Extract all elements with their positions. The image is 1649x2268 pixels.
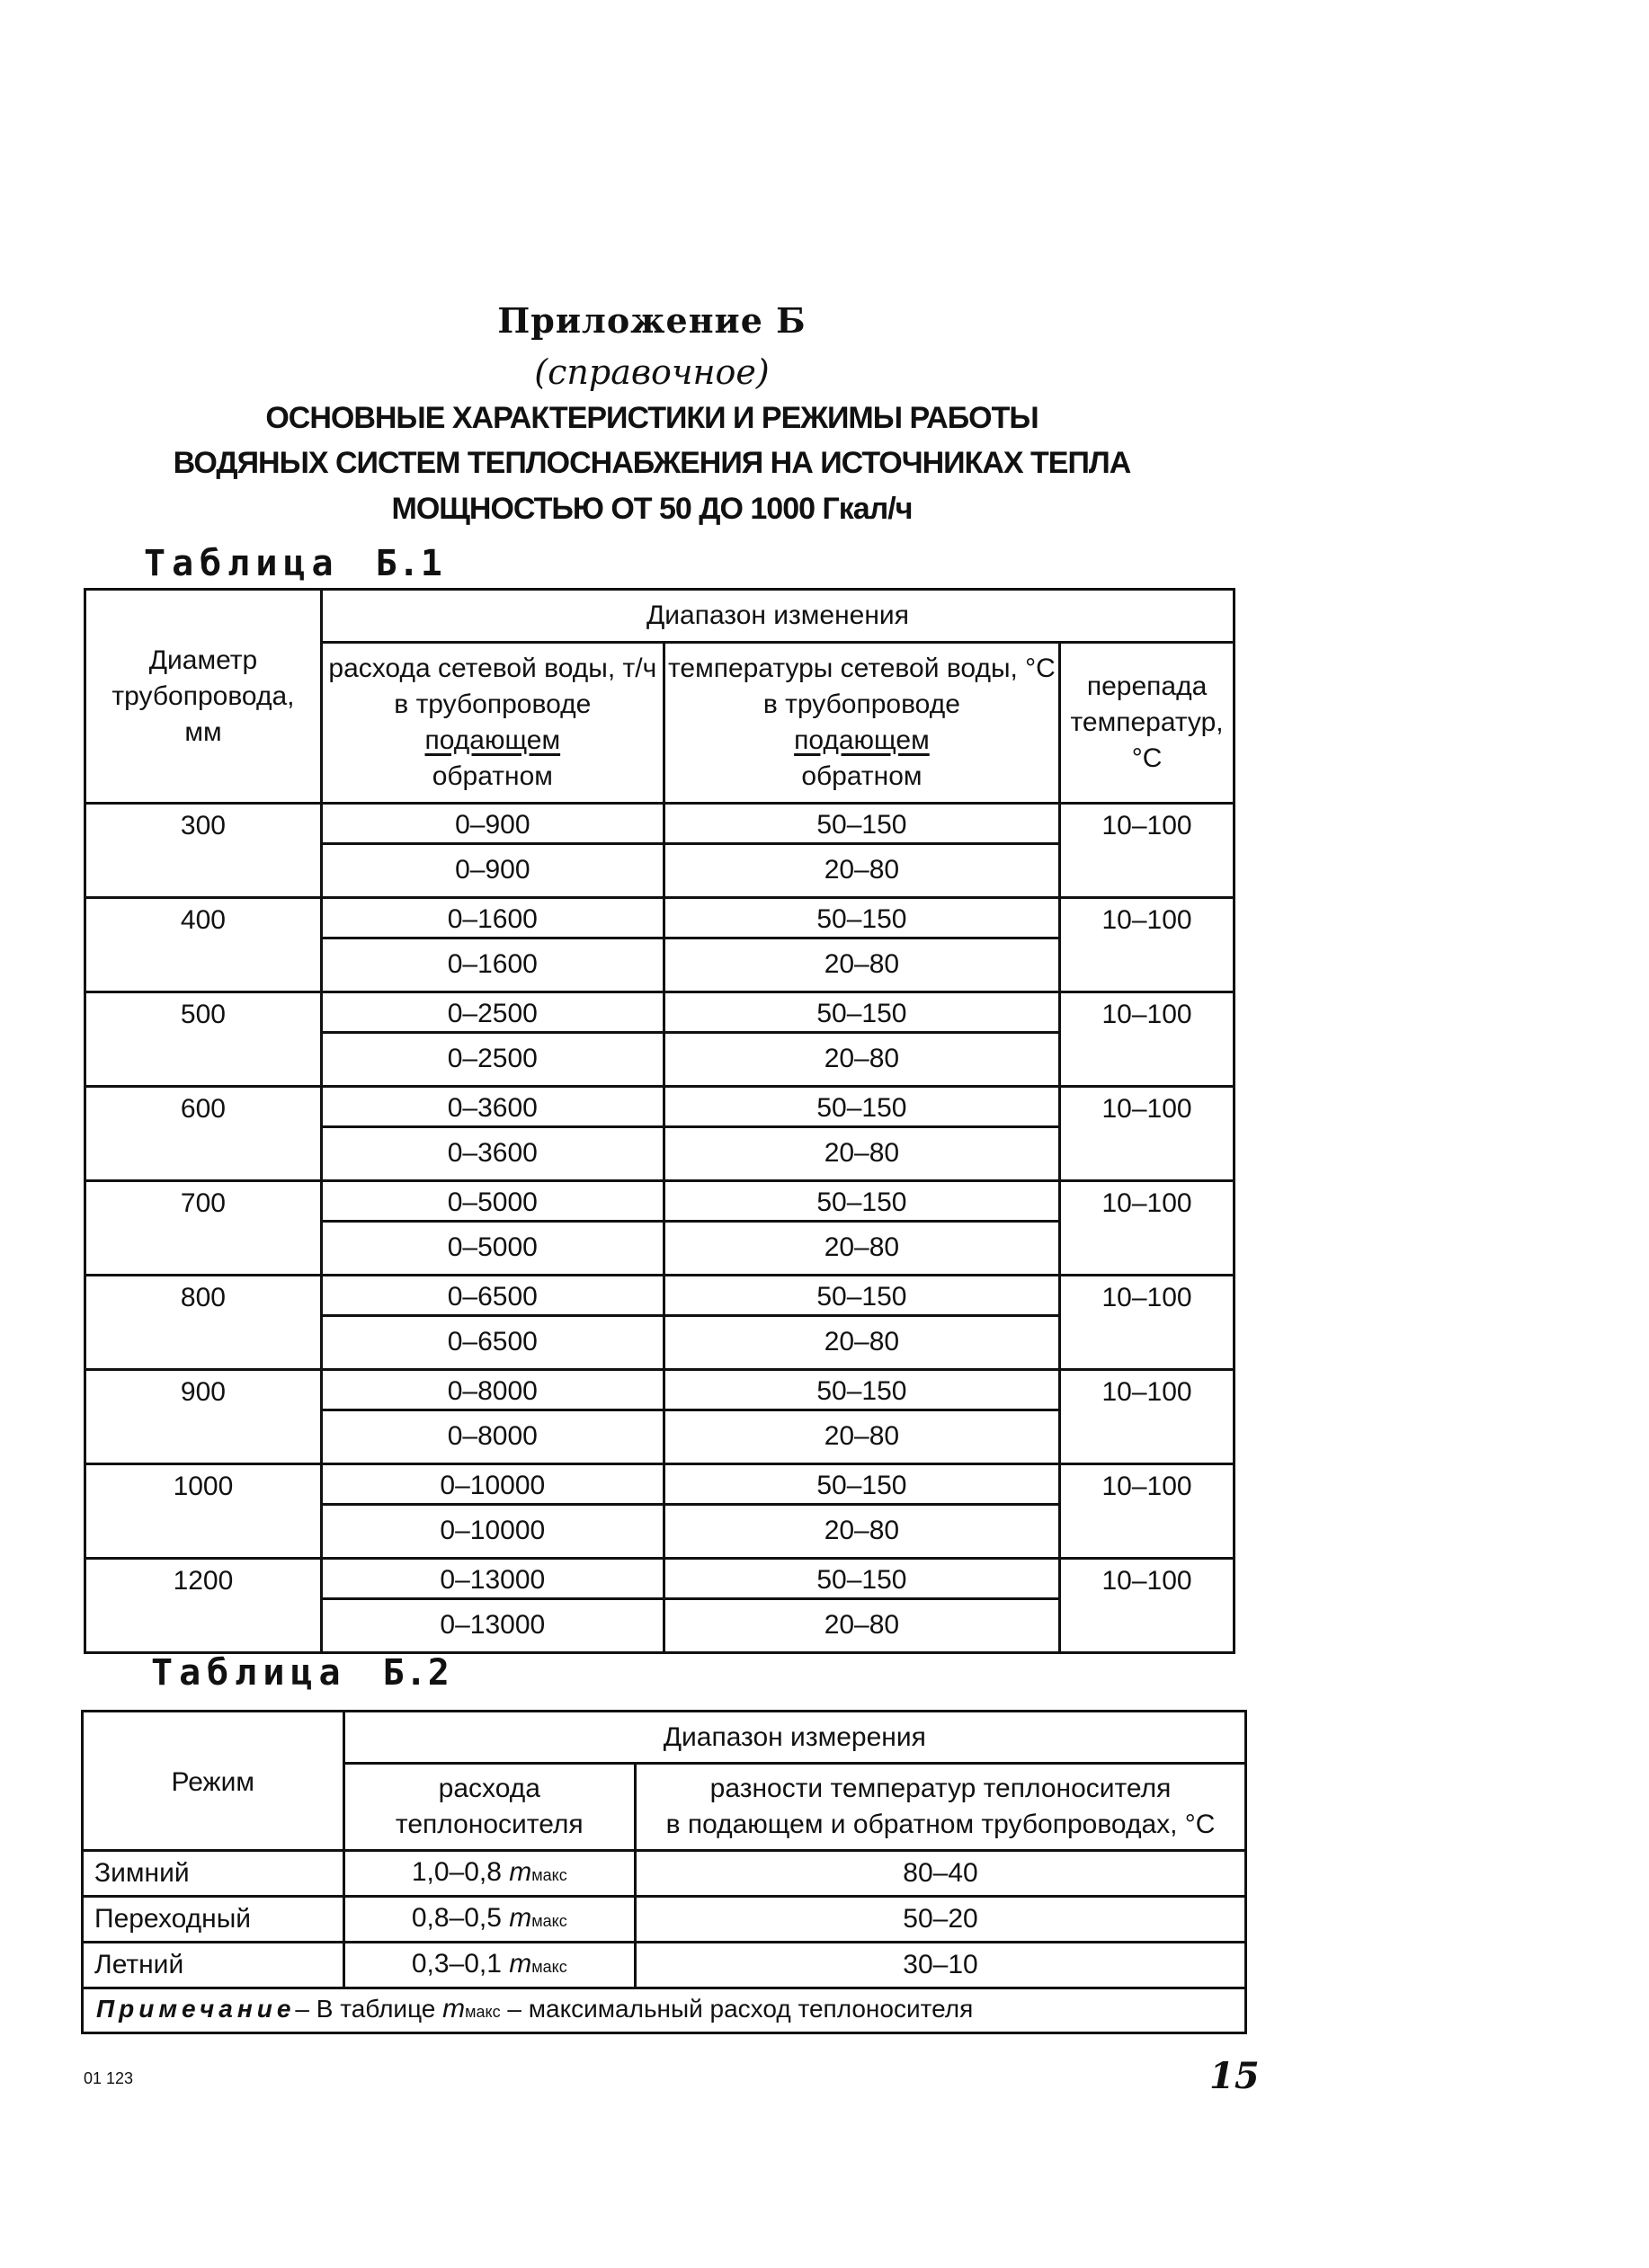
table-b1	[84, 588, 1235, 1654]
temperature-cell: 50–150 20–80	[664, 1087, 1059, 1181]
flow-cell: 0,3–0,1 mмакс	[343, 1943, 635, 1988]
diameter-cell: 700	[85, 1181, 322, 1276]
diameter-cell: 1200	[85, 1559, 322, 1653]
table-note: Примечание– В таблице mмакс – максимальный расход теплоносителя	[83, 1988, 1246, 2033]
table2-caption-number: Б.2	[382, 1652, 450, 1694]
table-row	[85, 1181, 1235, 1276]
col-header-diameter: Диаметр трубопровода, мм	[85, 590, 322, 804]
flow-cell: 0–5000 0–5000	[321, 1181, 664, 1276]
drop-cell: 10–100	[1060, 992, 1235, 1087]
flow-cell: 1,0–0,8 mмакс	[343, 1851, 635, 1897]
temperature-cell: 50–150 20–80	[664, 1276, 1059, 1370]
note-label: Примечание	[96, 1995, 296, 2023]
page-number: 15	[1209, 2055, 1260, 2097]
appendix-title: Приложение Б	[497, 300, 807, 341]
mode-cell: Зимний	[83, 1851, 344, 1897]
table2-caption-word: Таблица	[151, 1652, 347, 1694]
temperature-cell: 50–150 20–80	[664, 1370, 1059, 1464]
drop-cell: 10–100	[1060, 1370, 1235, 1464]
diameter-cell: 800	[85, 1276, 322, 1370]
diff-cell: 30–10	[636, 1943, 1246, 1988]
table-row	[85, 1370, 1235, 1464]
table-row	[85, 1559, 1235, 1653]
diameter-cell: 300	[85, 804, 322, 898]
col-header-mode: Режим	[83, 1712, 344, 1851]
diameter-cell: 600	[85, 1087, 322, 1181]
drop-cell: 10–100	[1060, 1559, 1235, 1653]
col-header-temp-difference: разности температур теплоносителя в подающем и обратном трубопроводах, °С	[636, 1764, 1246, 1851]
temperature-cell: 50–150 20–80	[664, 992, 1059, 1087]
table-row	[83, 1943, 1246, 1988]
temperature-cell: 50–150 20–80	[664, 1559, 1059, 1653]
table-row	[83, 1851, 1246, 1897]
table-row	[85, 1276, 1235, 1370]
table-row	[85, 992, 1235, 1087]
table-row	[85, 1464, 1235, 1559]
diameter-cell: 500	[85, 992, 322, 1087]
flow-cell: 0–13000 0–13000	[321, 1559, 664, 1653]
col-header-measure-range: Диапазон измерения	[343, 1712, 1245, 1764]
flow-cell: 0–10000 0–10000	[321, 1464, 664, 1559]
heading-line-3: МОЩНОСТЬЮ ОТ 50 ДО 1000 Гкал/ч	[391, 492, 913, 526]
diff-cell: 80–40	[636, 1851, 1246, 1897]
table-row	[85, 898, 1235, 992]
drop-cell: 10–100	[1060, 804, 1235, 898]
table-b2	[81, 1710, 1247, 2034]
drop-cell: 10–100	[1060, 1464, 1235, 1559]
temperature-cell: 50–150 20–80	[664, 1181, 1059, 1276]
diameter-cell: 900	[85, 1370, 322, 1464]
diameter-cell: 400	[85, 898, 322, 992]
diff-cell: 50–20	[636, 1897, 1246, 1943]
table-row	[85, 804, 1235, 898]
drop-cell: 10–100	[1060, 898, 1235, 992]
drop-cell: 10–100	[1060, 1087, 1235, 1181]
temperature-cell: 50–150 20–80	[664, 804, 1059, 898]
footer-code: 01 123	[84, 2069, 134, 2087]
diameter-cell: 1000	[85, 1464, 322, 1559]
mode-cell: Переходный	[83, 1897, 344, 1943]
mode-cell: Летний	[83, 1943, 344, 1988]
table1-caption-word: Таблица	[144, 543, 340, 584]
flow-cell: 0–1600 0–1600	[321, 898, 664, 992]
temperature-cell: 50–150 20–80	[664, 1464, 1059, 1559]
table1-caption	[144, 543, 443, 584]
col-header-temperature: температуры сетевой воды, °С в трубопроводе подающем обратном	[664, 643, 1059, 804]
flow-cell: 0–8000 0–8000	[321, 1370, 664, 1464]
table1-caption-number: Б.1	[375, 543, 443, 584]
drop-cell: 10–100	[1060, 1181, 1235, 1276]
col-header-temperature-drop: перепада температур, °С	[1060, 643, 1235, 804]
col-header-flow: расхода теплоносителя	[343, 1764, 635, 1851]
flow-cell: 0,8–0,5 mмакс	[343, 1897, 635, 1943]
col-header-range: Диапазон изменения	[321, 590, 1234, 643]
table-row	[83, 1897, 1246, 1943]
flow-cell: 0–3600 0–3600	[321, 1087, 664, 1181]
flow-cell: 0–900 0–900	[321, 804, 664, 898]
heading-line-2: ВОДЯНЫХ СИСТЕМ ТЕПЛОСНАБЖЕНИЯ НА ИСТОЧНИКАХ ТЕПЛА	[173, 446, 1131, 480]
col-header-flow: расхода сетевой воды, т/ч в трубопроводе подающем обратном	[321, 643, 664, 804]
appendix-subtitle: (справочное)	[534, 352, 770, 392]
flow-cell: 0–6500 0–6500	[321, 1276, 664, 1370]
drop-cell: 10–100	[1060, 1276, 1235, 1370]
table2-caption	[151, 1652, 450, 1694]
temperature-cell: 50–150 20–80	[664, 898, 1059, 992]
table-row	[85, 1087, 1235, 1181]
heading-line-1: ОСНОВНЫЕ ХАРАКТЕРИСТИКИ И РЕЖИМЫ РАБОТЫ	[265, 401, 1038, 435]
flow-cell: 0–2500 0–2500	[321, 992, 664, 1087]
